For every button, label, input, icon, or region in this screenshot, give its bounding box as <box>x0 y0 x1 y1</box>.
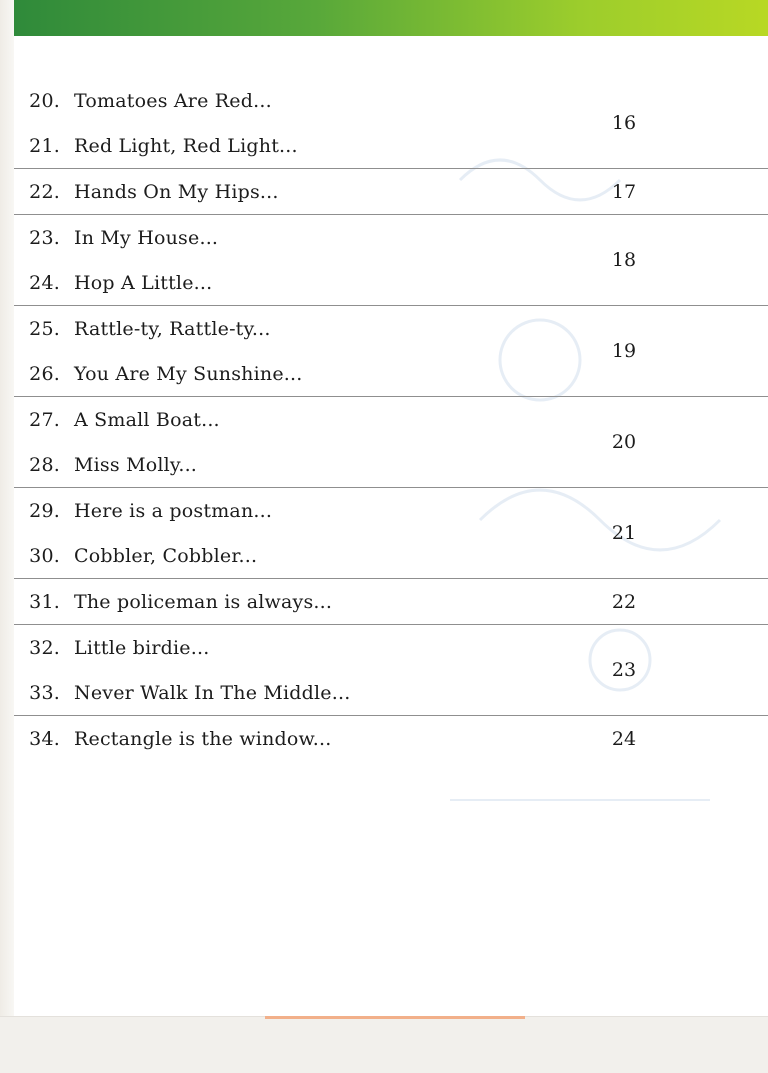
entry-title: Rattle-ty, Rattle-ty... <box>74 317 271 340</box>
table-of-contents <box>14 78 768 761</box>
entry-title: Hands On My Hips... <box>74 180 279 203</box>
entry-number: 28. <box>29 453 60 476</box>
entry-number: 29. <box>29 499 60 522</box>
toc-group <box>14 488 768 579</box>
entry-number: 32. <box>29 636 60 659</box>
entry-title: Here is a postman... <box>74 499 273 522</box>
page-number: 22 <box>611 590 637 613</box>
entry-title: In My House... <box>74 226 219 249</box>
toc-group <box>14 397 768 488</box>
page-number: 24 <box>611 727 637 750</box>
entry-title: Cobbler, Cobbler... <box>74 544 258 567</box>
page-bottom-edge <box>0 1016 768 1073</box>
toc-group <box>14 579 768 625</box>
bottom-accent-mark <box>265 1016 525 1019</box>
entry-number: 23. <box>29 226 60 249</box>
entry-title: Miss Molly... <box>74 453 198 476</box>
entry-number: 22. <box>29 180 60 203</box>
entry-number: 31. <box>29 590 60 613</box>
header-color-band <box>14 0 768 36</box>
entry-title: You Are My Sunshine... <box>74 362 303 385</box>
entry-title: Hop A Little... <box>74 271 213 294</box>
entry-number: 27. <box>29 408 60 431</box>
entry-title: A Small Boat... <box>74 408 220 431</box>
toc-group <box>14 716 768 761</box>
entry-number: 26. <box>29 362 60 385</box>
page-number: 18 <box>611 249 637 271</box>
entry-number: 20. <box>29 89 60 112</box>
page-number: 23 <box>611 659 637 681</box>
toc-group <box>14 78 768 169</box>
entry-title: The policeman is always... <box>74 590 333 613</box>
entry-title: Rectangle is the window... <box>74 727 332 750</box>
toc-group <box>14 625 768 716</box>
page-edge <box>0 0 14 1072</box>
entry-title: Red Light, Red Light... <box>74 134 298 157</box>
page-number: 17 <box>611 180 637 203</box>
toc-group <box>14 169 768 215</box>
page-number: 20 <box>611 431 637 453</box>
entry-title: Little birdie... <box>74 636 210 659</box>
entry-number: 24. <box>29 271 60 294</box>
page-number: 19 <box>611 340 637 362</box>
entry-title: Never Walk In The Middle... <box>74 681 351 704</box>
toc-group <box>14 215 768 306</box>
entry-number: 34. <box>29 727 60 750</box>
entry-number: 33. <box>29 681 60 704</box>
entry-number: 21. <box>29 134 60 157</box>
page-number: 16 <box>611 112 637 134</box>
entry-number: 25. <box>29 317 60 340</box>
page-number: 21 <box>611 522 637 544</box>
entry-title: Tomatoes Are Red... <box>74 89 272 112</box>
entry-number: 30. <box>29 544 60 567</box>
toc-group <box>14 306 768 397</box>
